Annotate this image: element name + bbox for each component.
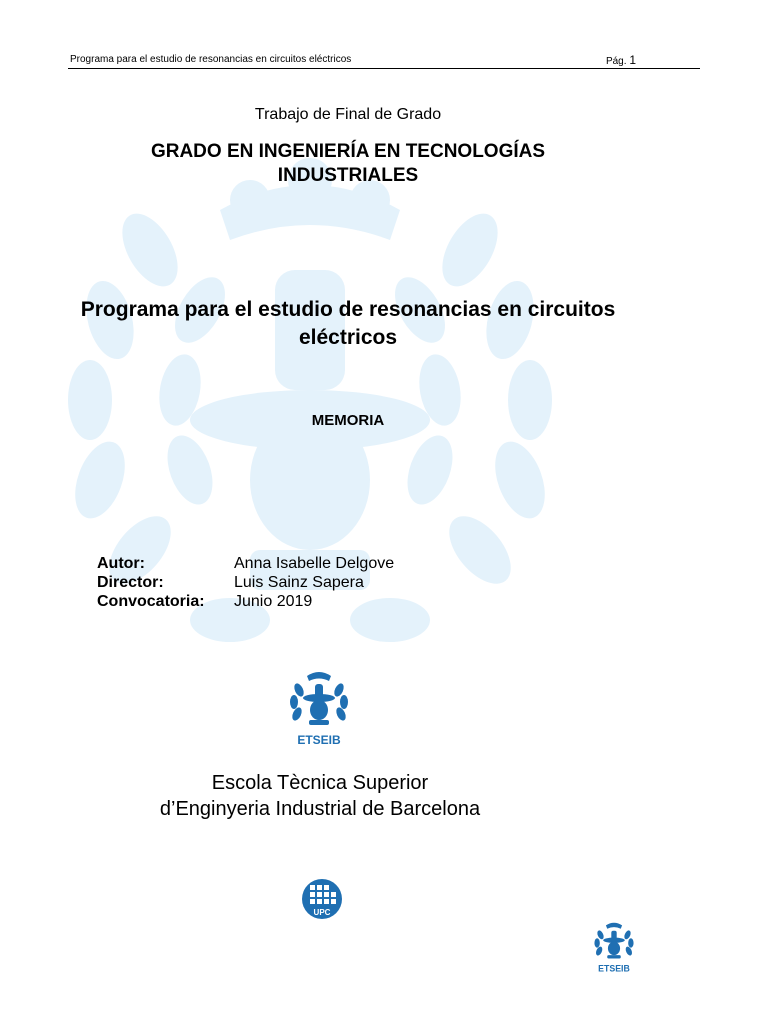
etseib-logo-small-text: ETSEIB bbox=[598, 963, 630, 974]
page-number-value: 1 bbox=[629, 53, 636, 67]
school-line-1: Escola Tècnica Superior bbox=[211, 772, 429, 794]
degree-title: GRADO EN INGENIERÍA EN TECNOLOGÍAS INDUSTRIALES bbox=[150, 141, 546, 186]
director-value: Luis Sainz Sapera bbox=[234, 574, 364, 591]
page-label: Pág. bbox=[605, 56, 627, 67]
school-line-2: d’Enginyeria Industrial de Barcelona bbox=[159, 798, 481, 820]
director-row bbox=[97, 573, 394, 592]
etseib-logo-small bbox=[592, 920, 636, 974]
school-name bbox=[140, 770, 500, 822]
call-row bbox=[97, 592, 394, 611]
author-label: Autor: bbox=[97, 555, 145, 572]
upc-logo bbox=[301, 878, 343, 920]
call-value: Junio 2019 bbox=[234, 593, 313, 610]
running-title: Programa para el estudio de resonancias en circuitos eléctricos bbox=[70, 54, 352, 65]
document-title: Programa para el estudio de resonancias en circuitos eléctricos bbox=[80, 298, 616, 349]
page-number bbox=[606, 53, 636, 67]
upc-logo-text: UPC bbox=[313, 908, 331, 917]
director-label: Director: bbox=[97, 574, 164, 591]
page-header bbox=[68, 52, 700, 69]
document-metadata bbox=[97, 554, 394, 611]
author-value: Anna Isabelle Delgove bbox=[234, 555, 395, 572]
author-row bbox=[97, 554, 394, 573]
etseib-logo bbox=[287, 668, 351, 748]
document-kicker: Trabajo de Final de Grado bbox=[254, 106, 442, 123]
etseib-logo-text: ETSEIB bbox=[297, 733, 341, 747]
call-label: Convocatoria: bbox=[97, 593, 205, 610]
document-type: MEMORIA bbox=[311, 412, 385, 429]
